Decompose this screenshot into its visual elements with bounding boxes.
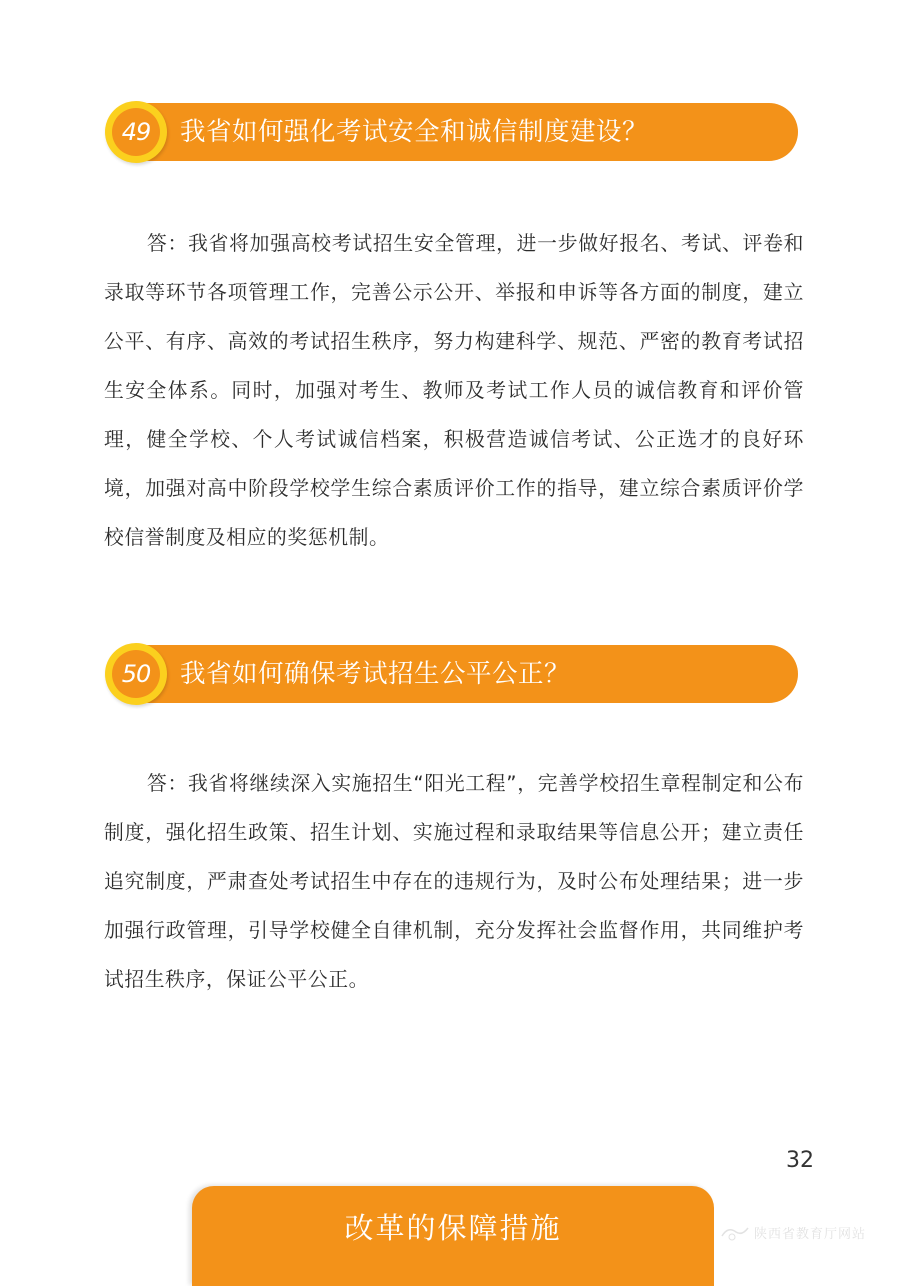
question-title: 我省如何确保考试招生公平公正？ bbox=[180, 659, 571, 689]
question-number-badge bbox=[105, 101, 167, 163]
watermark-logo-icon bbox=[720, 1222, 750, 1242]
answer-text: 答：我省将加强高校考试招生安全管理，进一步做好报名、考试、评卷和录取等环节各项管理工作，完善公示公开、举报和申诉等各方面的制度，建立公平、有序、高效的考试招生秩序，努力构建科学、规范、严密的教育考试招生安全体系。同时，加强对考生、教师及考试工作人员的诚信教育和评价管理，健全学校、个人考试诚信档案，积极营造诚信考试、公正选才的良好环境，加强对高中阶段学校学生综合素质评价工作的指导，建立综合素质评价学校信誉制度及相应的奖惩机制。 bbox=[104, 231, 804, 549]
page-number: 32 bbox=[786, 1148, 814, 1173]
question-title: 我省如何强化考试安全和诚信制度建设？ bbox=[180, 117, 649, 147]
section-title: 改革的保障措施 bbox=[344, 1211, 562, 1245]
answer-text: 答：我省将继续深入实施招生“阳光工程”，完善学校招生章程制定和公布制度，强化招生政策、招生计划、实施过程和录取结果等信息公开；建立责任追究制度，严肃查处考试招生中存在的违规行为，及时公布处理结果；进一步加强行政管理，引导学校健全自律机制，充分发挥社会监督作用，共同维护考试招生秩序，保证公平公正。 bbox=[104, 771, 804, 991]
question-number-badge bbox=[105, 643, 167, 705]
section-footer-tab bbox=[192, 1186, 714, 1286]
question-number: 50 bbox=[112, 650, 160, 698]
watermark-text: 陕西省教育厅网站 bbox=[754, 1226, 867, 1242]
watermark bbox=[720, 1222, 866, 1242]
question-number: 49 bbox=[112, 108, 160, 156]
